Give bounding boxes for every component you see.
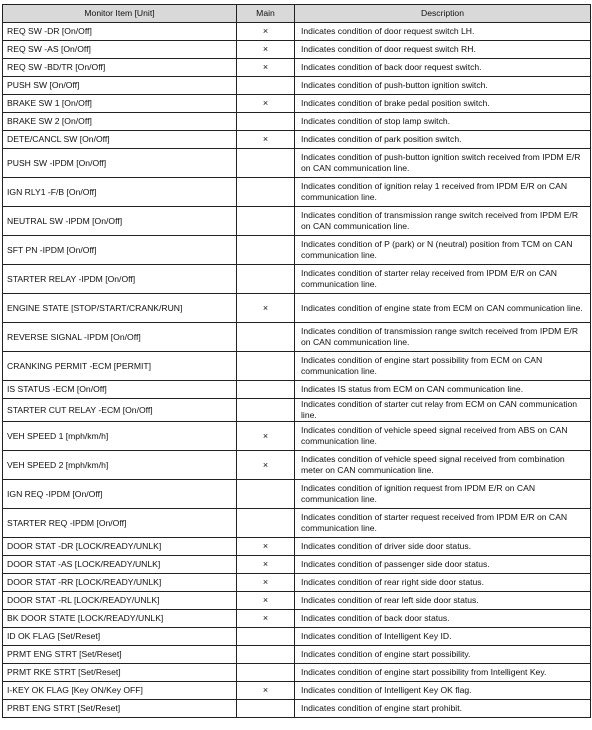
description-cell: Indicates condition of brake pedal position switch.: [295, 95, 591, 113]
table-row: [3, 41, 591, 59]
description-cell: Indicates condition of vehicle speed signal received from combination meter on CAN communication line.: [295, 451, 591, 480]
monitor-item-cell: DOOR STAT -AS [LOCK/READY/UNLK]: [3, 556, 237, 574]
monitor-item-cell: PRMT ENG STRT [Set/Reset]: [3, 646, 237, 664]
main-mark-cell: [237, 646, 295, 664]
table-row: [3, 610, 591, 628]
description-cell: Indicates condition of transmission range switch received from IPDM E/R on CAN communication line.: [295, 323, 591, 352]
table-row: [3, 700, 591, 718]
table-row: [3, 574, 591, 592]
monitor-item-cell: ENGINE STATE [STOP/START/CRANK/RUN]: [3, 294, 237, 323]
monitor-item-cell: PUSH SW [On/Off]: [3, 77, 237, 95]
main-mark-cell: [237, 381, 295, 399]
table-row: [3, 682, 591, 700]
monitor-item-cell: ID OK FLAG [Set/Reset]: [3, 628, 237, 646]
description-cell: Indicates condition of door request switch LH.: [295, 23, 591, 41]
main-mark-cell: [237, 352, 295, 381]
monitor-item-cell: CRANKING PERMIT -ECM [PERMIT]: [3, 352, 237, 381]
monitor-item-cell: SFT PN -IPDM [On/Off]: [3, 236, 237, 265]
table-body: [3, 23, 591, 718]
table-row: [3, 538, 591, 556]
monitor-table-container: [2, 4, 591, 718]
main-mark-cell: ×: [237, 131, 295, 149]
main-mark-cell: ×: [237, 538, 295, 556]
main-mark-cell: ×: [237, 59, 295, 77]
monitor-item-cell: DOOR STAT -RR [LOCK/READY/UNLK]: [3, 574, 237, 592]
description-cell: Indicates condition of driver side door status.: [295, 538, 591, 556]
main-mark-cell: ×: [237, 610, 295, 628]
description-cell: Indicates condition of ignition relay 1 received from IPDM E/R on CAN communication line.: [295, 178, 591, 207]
table-row: [3, 59, 591, 77]
table-row: [3, 294, 591, 323]
table-row: [3, 592, 591, 610]
main-mark-cell: [237, 700, 295, 718]
description-cell: Indicates condition of rear left side door status.: [295, 592, 591, 610]
main-mark-cell: [237, 113, 295, 131]
table-header-row: [3, 5, 591, 23]
description-cell: Indicates condition of starter request received from IPDM E/R on CAN communication line.: [295, 509, 591, 538]
main-mark-cell: [237, 323, 295, 352]
description-cell: Indicates condition of engine state from ECM on CAN communication line.: [295, 294, 591, 323]
table-row: [3, 113, 591, 131]
table-row: [3, 323, 591, 352]
main-mark-cell: ×: [237, 41, 295, 59]
description-cell: Indicates condition of door request switch RH.: [295, 41, 591, 59]
main-mark-cell: ×: [237, 556, 295, 574]
description-cell: Indicates condition of Intelligent Key OK flag.: [295, 682, 591, 700]
description-cell: Indicates condition of transmission range switch received from IPDM E/R on CAN communication line.: [295, 207, 591, 236]
main-mark-cell: [237, 399, 295, 422]
header-monitor-item: Monitor Item [Unit]: [3, 5, 237, 23]
monitor-item-cell: PRMT RKE STRT [Set/Reset]: [3, 664, 237, 682]
main-mark-cell: ×: [237, 294, 295, 323]
main-mark-cell: [237, 178, 295, 207]
table-row: [3, 509, 591, 538]
description-cell: Indicates condition of Intelligent Key ID.: [295, 628, 591, 646]
table-row: [3, 664, 591, 682]
monitor-item-cell: REVERSE SIGNAL -IPDM [On/Off]: [3, 323, 237, 352]
monitor-item-table: [2, 4, 591, 718]
table-row: [3, 236, 591, 265]
table-row: [3, 381, 591, 399]
table-row: [3, 23, 591, 41]
monitor-item-cell: VEH SPEED 1 [mph/km/h]: [3, 422, 237, 451]
main-mark-cell: [237, 77, 295, 95]
main-mark-cell: [237, 236, 295, 265]
description-cell: Indicates condition of passenger side door status.: [295, 556, 591, 574]
table-row: [3, 646, 591, 664]
description-cell: Indicates condition of vehicle speed signal received from ABS on CAN communication line.: [295, 422, 591, 451]
table-row: [3, 95, 591, 113]
description-cell: Indicates condition of starter relay received from IPDM E/R on CAN communication line.: [295, 265, 591, 294]
monitor-item-cell: STARTER REQ -IPDM [On/Off]: [3, 509, 237, 538]
table-row: [3, 149, 591, 178]
monitor-item-cell: DOOR STAT -RL [LOCK/READY/UNLK]: [3, 592, 237, 610]
monitor-item-cell: REQ SW -AS [On/Off]: [3, 41, 237, 59]
monitor-item-cell: VEH SPEED 2 [mph/km/h]: [3, 451, 237, 480]
main-mark-cell: [237, 265, 295, 294]
table-row: [3, 131, 591, 149]
monitor-item-cell: IS STATUS -ECM [On/Off]: [3, 381, 237, 399]
main-mark-cell: ×: [237, 574, 295, 592]
monitor-item-cell: REQ SW -BD/TR [On/Off]: [3, 59, 237, 77]
monitor-item-cell: BRAKE SW 1 [On/Off]: [3, 95, 237, 113]
table-row: [3, 480, 591, 509]
table-row: [3, 628, 591, 646]
table-row: [3, 207, 591, 236]
monitor-item-cell: REQ SW -DR [On/Off]: [3, 23, 237, 41]
description-cell: Indicates condition of engine start prohibit.: [295, 700, 591, 718]
description-cell: Indicates condition of ignition request from IPDM E/R on CAN communication line.: [295, 480, 591, 509]
table-row: [3, 451, 591, 480]
table-row: [3, 556, 591, 574]
main-mark-cell: ×: [237, 682, 295, 700]
description-cell: Indicates condition of back door status.: [295, 610, 591, 628]
main-mark-cell: ×: [237, 95, 295, 113]
description-cell: Indicates condition of park position switch.: [295, 131, 591, 149]
description-cell: Indicates condition of starter cut relay from ECM on CAN communication line.: [295, 399, 591, 422]
main-mark-cell: ×: [237, 592, 295, 610]
main-mark-cell: [237, 149, 295, 178]
monitor-item-cell: IGN RLY1 -F/B [On/Off]: [3, 178, 237, 207]
main-mark-cell: [237, 664, 295, 682]
description-cell: Indicates condition of P (park) or N (neutral) position from TCM on CAN communication line.: [295, 236, 591, 265]
monitor-item-cell: PUSH SW -IPDM [On/Off]: [3, 149, 237, 178]
description-cell: Indicates condition of push-button ignition switch.: [295, 77, 591, 95]
description-cell: Indicates condition of stop lamp switch.: [295, 113, 591, 131]
description-cell: Indicates condition of engine start possibility.: [295, 646, 591, 664]
table-row: [3, 178, 591, 207]
table-row: [3, 77, 591, 95]
monitor-item-cell: I-KEY OK FLAG [Key ON/Key OFF]: [3, 682, 237, 700]
main-mark-cell: [237, 628, 295, 646]
table-row: [3, 352, 591, 381]
monitor-item-cell: NEUTRAL SW -IPDM [On/Off]: [3, 207, 237, 236]
table-row: [3, 265, 591, 294]
header-main: Main: [237, 5, 295, 23]
monitor-item-cell: PRBT ENG STRT [Set/Reset]: [3, 700, 237, 718]
monitor-item-cell: BRAKE SW 2 [On/Off]: [3, 113, 237, 131]
description-cell: Indicates condition of engine start possibility from ECM on CAN communication line.: [295, 352, 591, 381]
main-mark-cell: [237, 207, 295, 236]
table-row: [3, 422, 591, 451]
table-row: [3, 399, 591, 422]
monitor-item-cell: DOOR STAT -DR [LOCK/READY/UNLK]: [3, 538, 237, 556]
description-cell: Indicates condition of engine start possibility from Intelligent Key.: [295, 664, 591, 682]
description-cell: Indicates condition of back door request switch.: [295, 59, 591, 77]
monitor-item-cell: BK DOOR STATE [LOCK/READY/UNLK]: [3, 610, 237, 628]
description-cell: Indicates condition of push-button ignition switch received from IPDM E/R on CAN communication line.: [295, 149, 591, 178]
monitor-item-cell: STARTER CUT RELAY -ECM [On/Off]: [3, 399, 237, 422]
main-mark-cell: ×: [237, 23, 295, 41]
main-mark-cell: [237, 480, 295, 509]
main-mark-cell: ×: [237, 422, 295, 451]
description-cell: Indicates condition of rear right side door status.: [295, 574, 591, 592]
monitor-item-cell: IGN REQ -IPDM [On/Off]: [3, 480, 237, 509]
header-description: Description: [295, 5, 591, 23]
monitor-item-cell: DETE/CANCL SW [On/Off]: [3, 131, 237, 149]
description-cell: Indicates IS status from ECM on CAN communication line.: [295, 381, 591, 399]
main-mark-cell: ×: [237, 451, 295, 480]
monitor-item-cell: STARTER RELAY -IPDM [On/Off]: [3, 265, 237, 294]
main-mark-cell: [237, 509, 295, 538]
